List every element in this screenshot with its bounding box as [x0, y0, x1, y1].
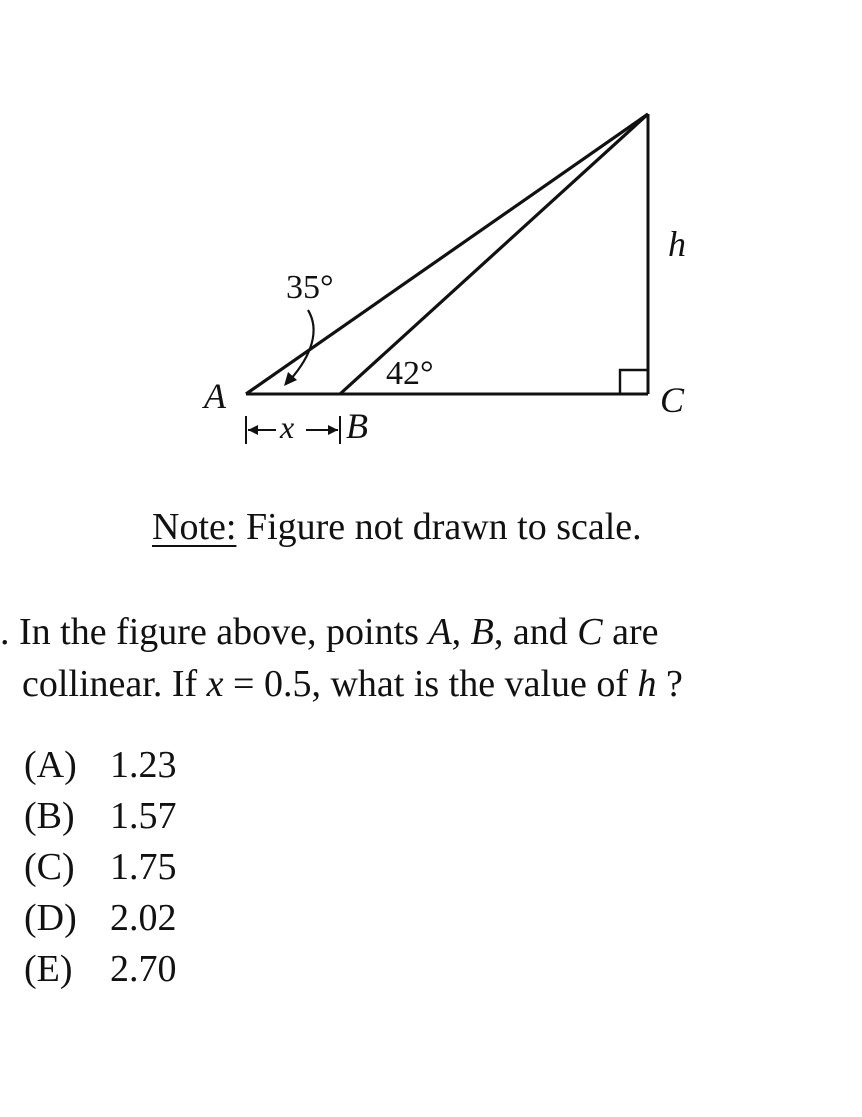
triangle-figure: [0, 0, 862, 470]
choice-letter: (C): [24, 846, 75, 888]
note-text: Figure not drawn to scale.: [245, 506, 642, 548]
choice-letter: (E): [24, 948, 73, 990]
variable-x-ref: x: [206, 663, 224, 705]
choice-value: 1.57: [110, 795, 177, 837]
choice-value: 1.75: [110, 846, 177, 888]
answer-choice[interactable]: [24, 740, 177, 791]
question-text-part: , and: [493, 611, 578, 653]
answer-choice[interactable]: [24, 842, 177, 893]
answer-choices: [24, 740, 177, 995]
choice-letter: (D): [24, 897, 77, 939]
answer-choice[interactable]: [24, 791, 177, 842]
question-line-1: [0, 606, 862, 658]
choice-letter: (B): [24, 795, 75, 837]
label-angle-b: 42°: [386, 355, 434, 392]
x-arrow-right: [328, 425, 338, 435]
question-text-part: collinear. If: [22, 663, 207, 705]
choice-value: 2.70: [110, 948, 177, 990]
label-x: x: [280, 409, 295, 445]
label-b: B: [346, 406, 368, 446]
choice-value: 1.23: [110, 744, 177, 786]
label-h: h: [668, 224, 686, 264]
x-arrow-left: [248, 425, 258, 435]
label-c: C: [660, 380, 685, 420]
label-a: A: [204, 376, 226, 416]
label-angle-a: 35°: [286, 269, 334, 306]
question-text-part: are: [602, 611, 659, 653]
question-text: [0, 606, 862, 710]
variable-h-ref: h: [637, 663, 657, 705]
figure-note: [152, 505, 642, 549]
point-c-ref: C: [577, 611, 603, 653]
answer-choice[interactable]: [24, 944, 177, 995]
point-a-ref: A: [428, 611, 452, 653]
point-b-ref: B: [470, 611, 494, 653]
question-text-part: ?: [656, 663, 683, 705]
answer-choice[interactable]: [24, 893, 177, 944]
right-angle-mark: [620, 370, 648, 394]
question-line-2: [0, 658, 862, 710]
note-label: Note:: [152, 506, 237, 548]
question-text-part: ,: [451, 611, 471, 653]
segment-b-top: [340, 114, 648, 394]
question-text-part: = 0.5, what is the value of: [223, 663, 638, 705]
question-text-part: . In the figure above, points: [0, 611, 429, 653]
choice-value: 2.02: [110, 897, 177, 939]
angle-a-leader: [290, 310, 314, 380]
choice-letter: (A): [24, 744, 77, 786]
segment-a-top: [246, 114, 648, 394]
